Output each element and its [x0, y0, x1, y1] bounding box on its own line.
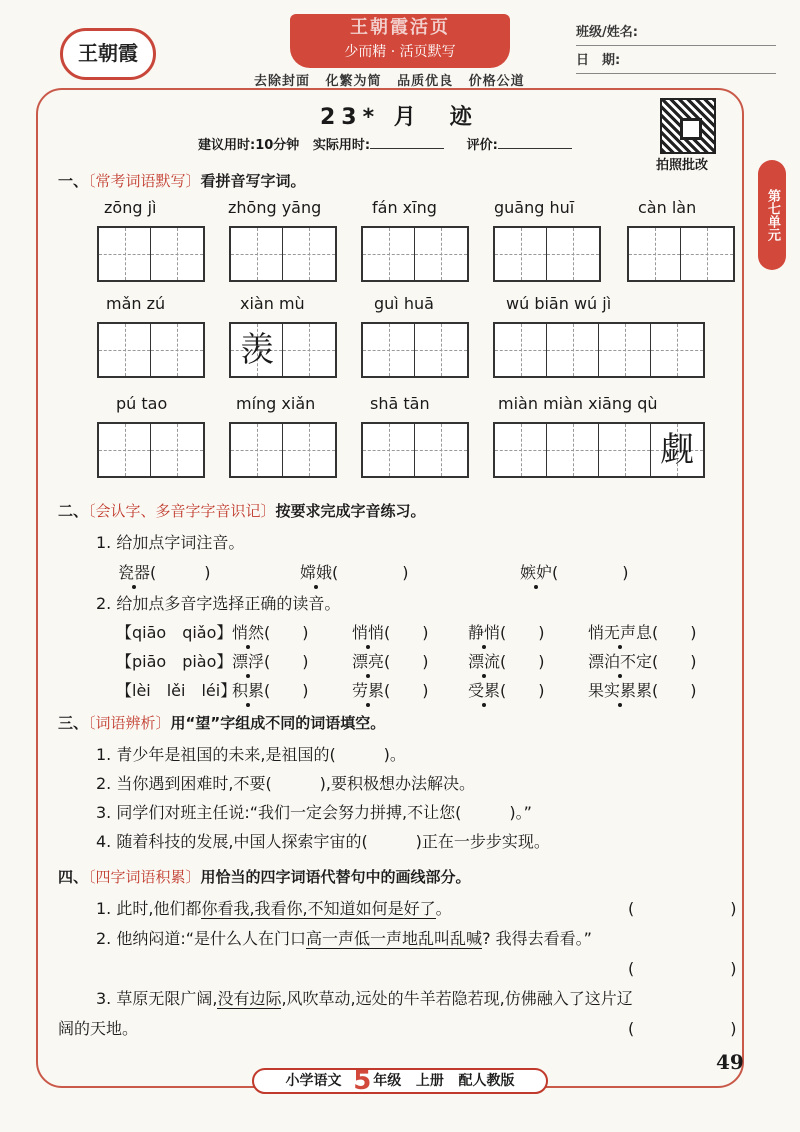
- evaluation-blank[interactable]: [498, 148, 572, 149]
- brand-logo: 王朝霞: [60, 28, 156, 80]
- char-box[interactable]: [231, 228, 283, 280]
- slogan: 价格公道: [468, 74, 525, 89]
- char-box[interactable]: [547, 324, 599, 376]
- char-grid: [627, 226, 735, 282]
- grade-label: 年级: [373, 1073, 402, 1089]
- char-box[interactable]: [99, 228, 151, 280]
- edition: 配人教版: [458, 1073, 515, 1089]
- char-box[interactable]: [599, 324, 651, 376]
- pinyin: míng xiǎn: [236, 394, 316, 413]
- char-box[interactable]: [651, 324, 703, 376]
- char-box[interactable]: 羡: [231, 324, 283, 376]
- char-box[interactable]: [283, 228, 335, 280]
- rewrite-item-3-cont: 阔的天地。: [58, 1019, 139, 1038]
- top-banner: [290, 14, 510, 68]
- polyphone-item: 漂泊不定( ): [588, 649, 697, 672]
- char-grid: [361, 226, 469, 282]
- pinyin-item: 瓷器( ): [118, 560, 211, 583]
- char-box[interactable]: [547, 424, 599, 476]
- slogan: 去除封面: [254, 74, 311, 89]
- polyphone-item: 劳累( ): [352, 678, 429, 701]
- char-grid: [97, 322, 205, 378]
- section-number: 一、: [58, 172, 89, 190]
- section-4-heading: [58, 866, 471, 887]
- polyphone-item: 静悄( ): [468, 620, 545, 643]
- section-instruction: 用“望”字组成不同的词语填空。: [170, 714, 386, 732]
- char-grid: [97, 226, 205, 282]
- pinyin: mǎn zú: [106, 294, 166, 313]
- pinyin: miàn miàn xiāng qù: [498, 394, 658, 413]
- pinyin: càn làn: [638, 198, 697, 217]
- banner-title: 王朝霞活页: [350, 17, 450, 38]
- qr-label: 拍照批改: [656, 158, 709, 173]
- rewrite-item-1: 1. 此时,他们都你看我,我看你,不知道如何是好了。: [96, 899, 452, 918]
- char-grid: [229, 226, 337, 282]
- section-instruction: 用恰当的四字词语代替句中的画线部分。: [200, 868, 471, 886]
- page-number: 49: [716, 1050, 744, 1074]
- fill-blank-item: 4. 随着科技的发展,中国人探索宇宙的( )正在一步步实现。: [96, 832, 550, 851]
- section-tag: 〔会认字、多音字字音识记〕: [88, 502, 276, 520]
- char-box[interactable]: [681, 228, 733, 280]
- dotted-word: 瓷器: [118, 560, 150, 583]
- suggested-time: 建议用时:10分钟: [198, 138, 300, 153]
- char-box[interactable]: [151, 324, 203, 376]
- char-grid: [493, 422, 705, 478]
- pinyin: zhōng yāng: [228, 198, 322, 217]
- actual-time-blank[interactable]: [370, 148, 444, 149]
- char-box[interactable]: [415, 424, 467, 476]
- section-tag: 〔常考词语默写〕: [88, 172, 201, 190]
- rewrite-item-3: 3. 草原无限广阔,没有边际,风吹草动,远处的牛羊若隐若现,仿佛融入了这片辽: [96, 989, 633, 1008]
- char-box[interactable]: [495, 324, 547, 376]
- rewrite-item-2: 2. 他纳闷道:“是什么人在门口高一声低一声地乱叫乱喊? 我得去看看。”: [96, 929, 592, 948]
- section-number: 二、: [58, 502, 89, 520]
- char-box[interactable]: [495, 424, 547, 476]
- unit-side-tab: 第七单元: [758, 160, 786, 270]
- polyphone-item: 果实累累( ): [588, 678, 697, 701]
- class-name-field[interactable]: 班级/姓名:: [576, 22, 776, 46]
- pinyin: shā tān: [370, 394, 430, 413]
- dotted-word: 嫦娥: [300, 560, 332, 583]
- char-grid: [229, 322, 337, 378]
- polyphone-options: 【piāo piào】: [116, 652, 233, 671]
- polyphone-item: 悄无声息( ): [588, 620, 697, 643]
- char-box[interactable]: [363, 228, 415, 280]
- answer-blank[interactable]: ( ): [628, 899, 737, 918]
- section-instruction: 看拼音写字词。: [200, 172, 306, 190]
- evaluation-label: 评价:: [466, 138, 498, 153]
- char-box[interactable]: [415, 228, 467, 280]
- section-2-heading: [58, 500, 426, 521]
- polyphone-item: 受累( ): [468, 678, 545, 701]
- underlined-phrase: 你看我,我看你,不知道如何是好了: [201, 899, 436, 918]
- student-info: [576, 22, 776, 78]
- char-box[interactable]: [363, 324, 415, 376]
- fill-blank-item: 1. 青少年是祖国的未来,是祖国的( )。: [96, 745, 406, 764]
- fill-blank-item: 2. 当你遇到困难时,不要( ),要积极想办法解决。: [96, 774, 476, 793]
- answer-blank[interactable]: ( ): [628, 1019, 737, 1038]
- slogans: [254, 70, 535, 89]
- date-field[interactable]: 日 期:: [576, 50, 776, 74]
- polyphone-item: 漂亮( ): [352, 649, 429, 672]
- char-grid: [229, 422, 337, 478]
- underlined-phrase: 高一声低一声地乱叫乱喊: [306, 929, 483, 948]
- char-box[interactable]: [495, 228, 547, 280]
- char-box[interactable]: [231, 424, 283, 476]
- char-box[interactable]: [629, 228, 681, 280]
- actual-time-label: 实际用时:: [312, 138, 371, 153]
- char-box[interactable]: [547, 228, 599, 280]
- pinyin: guì huā: [374, 294, 434, 313]
- pinyin: xiàn mù: [240, 294, 305, 313]
- char-box[interactable]: [151, 228, 203, 280]
- section-number: 四、: [58, 868, 89, 886]
- polyphone-item: 漂流( ): [468, 649, 545, 672]
- char-box[interactable]: [363, 424, 415, 476]
- subject: 小学语文: [285, 1073, 342, 1089]
- pinyin: zōng jì: [104, 198, 157, 217]
- polyphone-options: 【lèi lěi léi】: [116, 681, 237, 700]
- char-grid: [493, 322, 705, 378]
- char-box[interactable]: [415, 324, 467, 376]
- banner-subtitle: 少而精 · 活页默写: [344, 44, 456, 60]
- question-2-1: 1. 给加点字词注音。: [96, 533, 245, 552]
- pinyin: wú biān wú jì: [506, 294, 612, 313]
- page-title: 23* 月 迹: [320, 105, 478, 130]
- char-box[interactable]: [599, 424, 651, 476]
- fill-blank-item: 3. 同学们对班主任说:“我们一定会努力拼搏,不让您( )。”: [96, 803, 532, 822]
- char-grid: [361, 322, 469, 378]
- polyphone-item: 悄悄( ): [352, 620, 429, 643]
- qr-code[interactable]: [660, 98, 716, 154]
- section-tag: 〔词语辨析〕: [88, 714, 171, 732]
- grade-number: 5: [353, 1066, 372, 1096]
- char-box[interactable]: [99, 424, 151, 476]
- polyphone-item: 悄然( ): [232, 620, 309, 643]
- dotted-word: 嫉妒: [520, 560, 552, 583]
- pinyin-item: 嫦娥( ): [300, 560, 409, 583]
- time-meta: [198, 134, 590, 153]
- section-3-heading: [58, 712, 385, 733]
- underlined-phrase: 没有边际: [217, 989, 282, 1008]
- char-box[interactable]: [151, 424, 203, 476]
- polyphone-item: 漂浮( ): [232, 649, 309, 672]
- section-number: 三、: [58, 714, 89, 732]
- section-tag: 〔四字词语积累〕: [88, 868, 201, 886]
- slogan: 化繁为简: [325, 74, 382, 89]
- char-box[interactable]: 觑: [651, 424, 703, 476]
- answer-blank[interactable]: ( ): [628, 959, 737, 978]
- question-2-2: 2. 给加点多音字选择正确的读音。: [96, 594, 341, 613]
- polyphone-item: 积累( ): [232, 678, 309, 701]
- section-1-heading: [58, 170, 306, 191]
- char-box[interactable]: [283, 324, 335, 376]
- slogan: 品质优良: [397, 74, 454, 89]
- char-grid: [361, 422, 469, 478]
- pinyin: guāng huī: [494, 198, 575, 217]
- char-grid: [493, 226, 601, 282]
- char-box[interactable]: [99, 324, 151, 376]
- polyphone-options: 【qiāo qiǎo】: [116, 623, 233, 642]
- pinyin: pú tao: [116, 394, 168, 413]
- footer-badge: [252, 1068, 548, 1094]
- char-grid: [97, 422, 205, 478]
- volume: 上册: [415, 1073, 444, 1089]
- char-box[interactable]: [283, 424, 335, 476]
- section-instruction: 按要求完成字音练习。: [275, 502, 426, 520]
- pinyin: fán xīng: [372, 198, 437, 217]
- pinyin-item: 嫉妒( ): [520, 560, 629, 583]
